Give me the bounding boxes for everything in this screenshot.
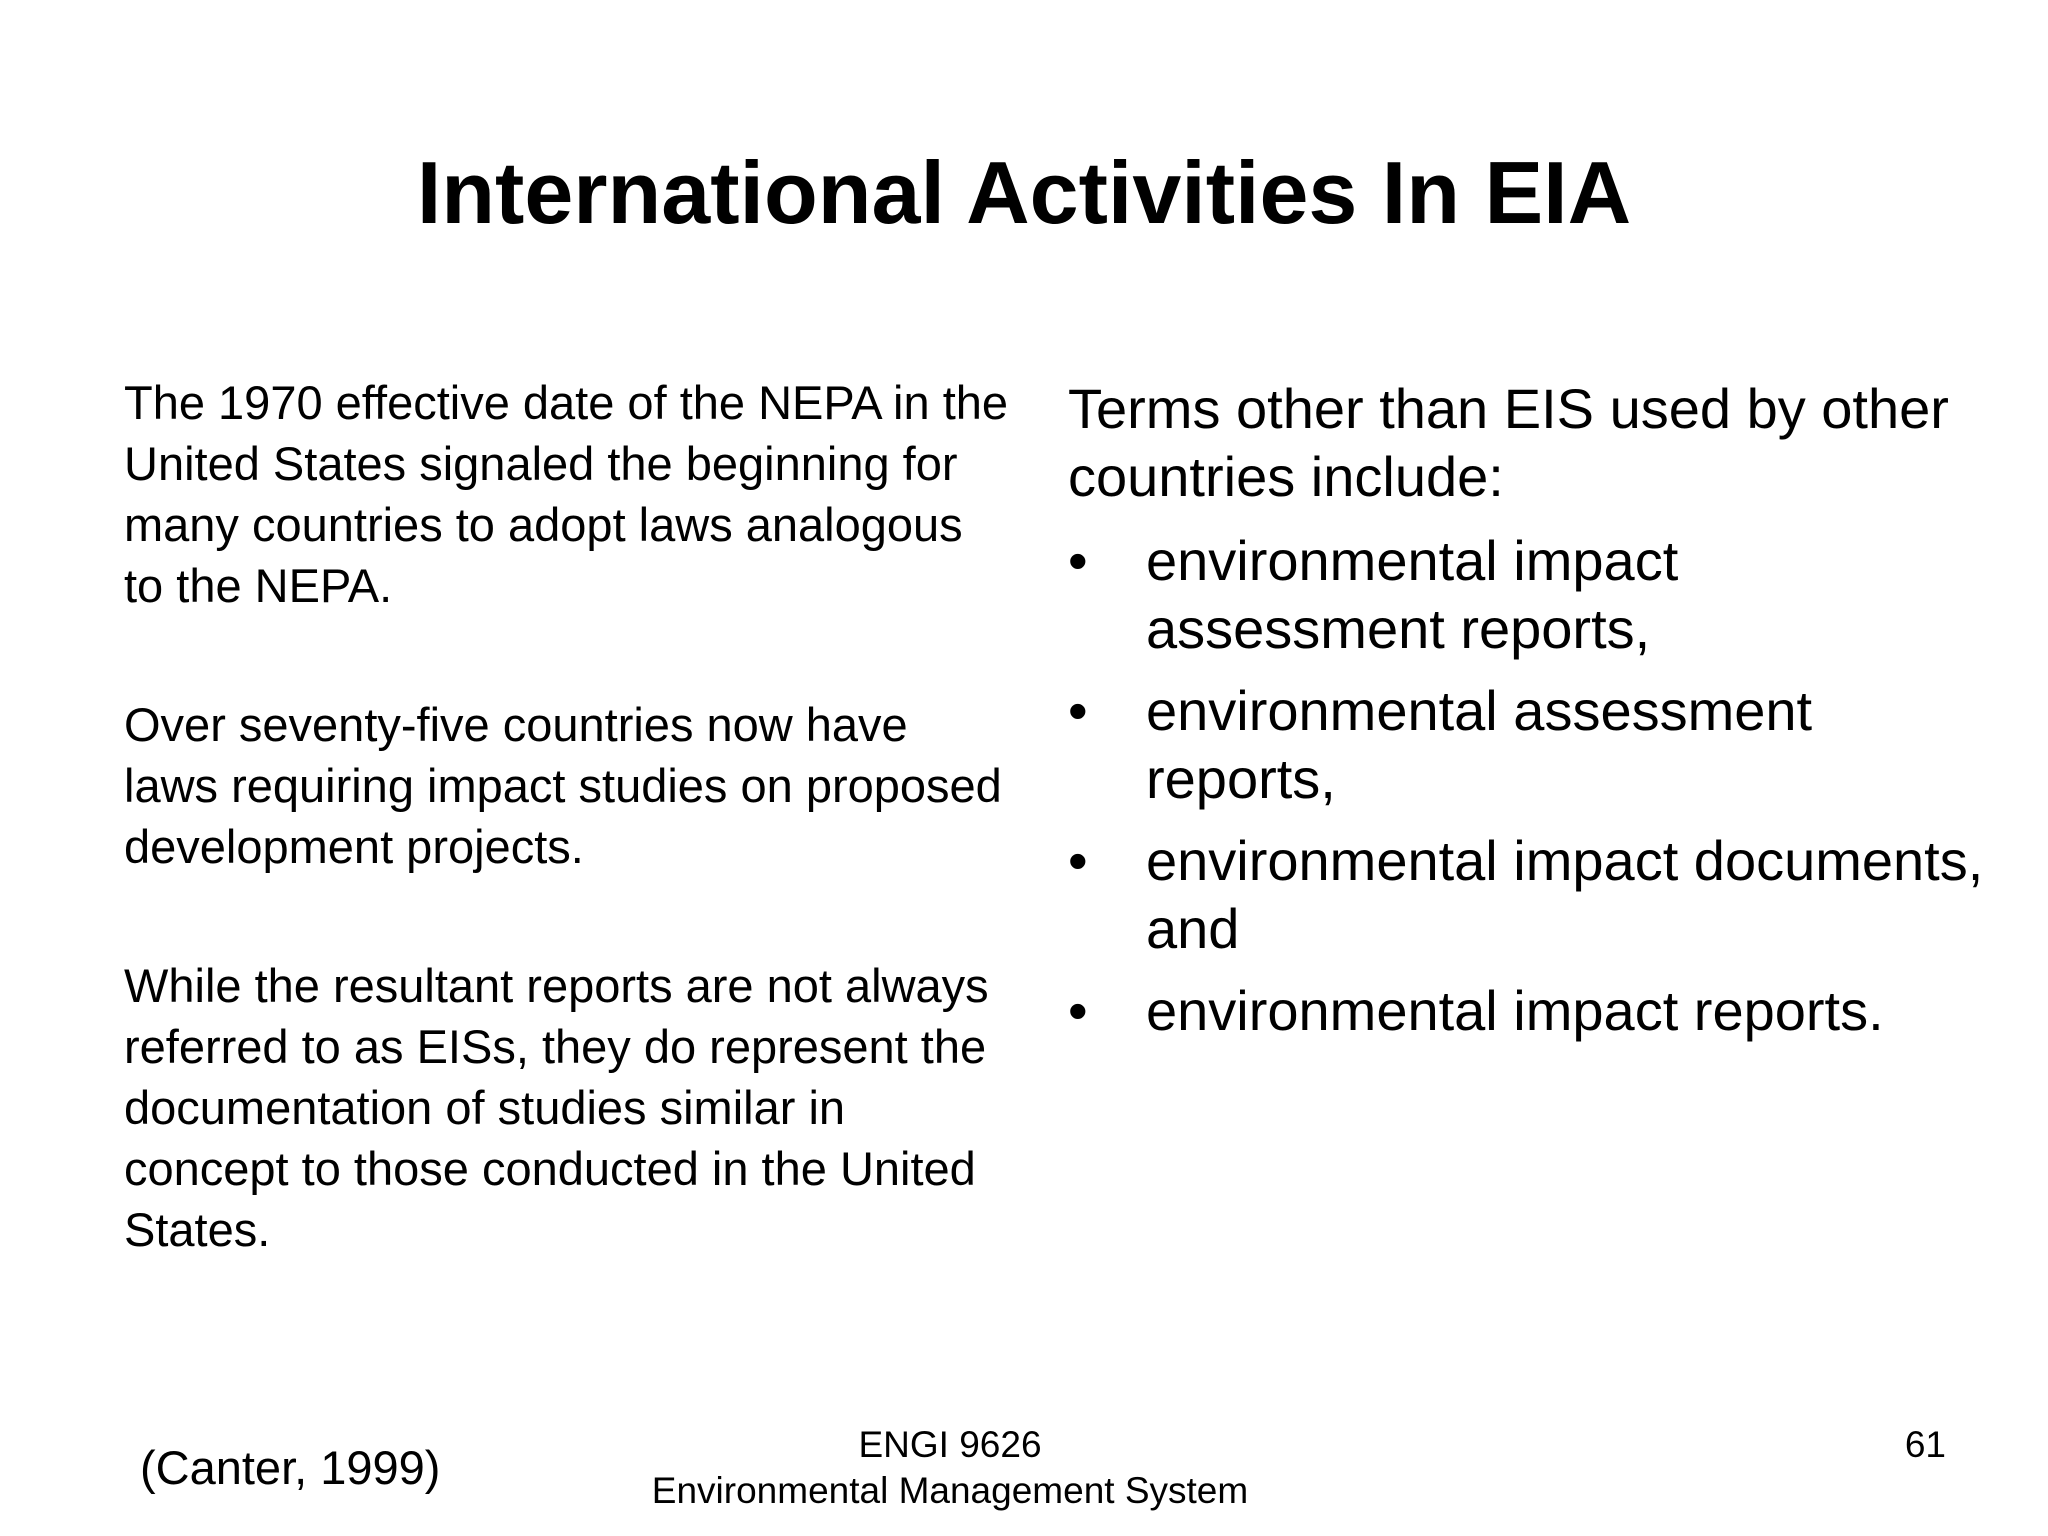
bullet-item bbox=[1068, 977, 1988, 1045]
bullet-item bbox=[1068, 827, 1988, 963]
left-paragraph-2: Over seventy-five countries now have laws requiring impact studies on proposed development projects. bbox=[124, 698, 1002, 873]
page-number: 61 bbox=[1904, 1424, 1946, 1465]
citation: (Canter, 1999) bbox=[140, 1441, 441, 1494]
bullet-item bbox=[1068, 677, 1988, 813]
left-paragraph-1: The 1970 effective date of the NEPA in the United States signaled the beginning for many countries to adopt laws analogous to the NEPA. bbox=[124, 376, 1009, 612]
bullet-text: environmental impact reports. bbox=[1146, 979, 1884, 1042]
left-column bbox=[124, 372, 1014, 1338]
bullet-text: environmental impact assessment reports, bbox=[1146, 529, 1679, 660]
footer-course bbox=[600, 1422, 1300, 1514]
right-intro: Terms other than EIS used by other countries include: bbox=[1068, 377, 1949, 508]
bullet-icon: • bbox=[1068, 679, 1088, 742]
bullet-text: environmental impact documents, and bbox=[1146, 829, 1984, 960]
bullet-text: environmental assessment reports, bbox=[1146, 679, 1813, 810]
bullet-icon: • bbox=[1068, 829, 1088, 892]
bullet-list bbox=[1068, 527, 1988, 1045]
right-column bbox=[1068, 375, 1988, 1059]
bullet-icon: • bbox=[1068, 529, 1088, 592]
left-paragraph-3: While the resultant reports are not always referred to as EISs, they do represent the documentation of studies similar in concept to those conducted in the United States. bbox=[124, 959, 989, 1256]
bullet-icon: • bbox=[1068, 979, 1088, 1042]
course-code: ENGI 9626 bbox=[858, 1424, 1042, 1465]
bullet-item bbox=[1068, 527, 1988, 663]
slide-title: International Activities In EIA bbox=[416, 143, 1632, 242]
course-name: Environmental Management System bbox=[651, 1470, 1249, 1511]
